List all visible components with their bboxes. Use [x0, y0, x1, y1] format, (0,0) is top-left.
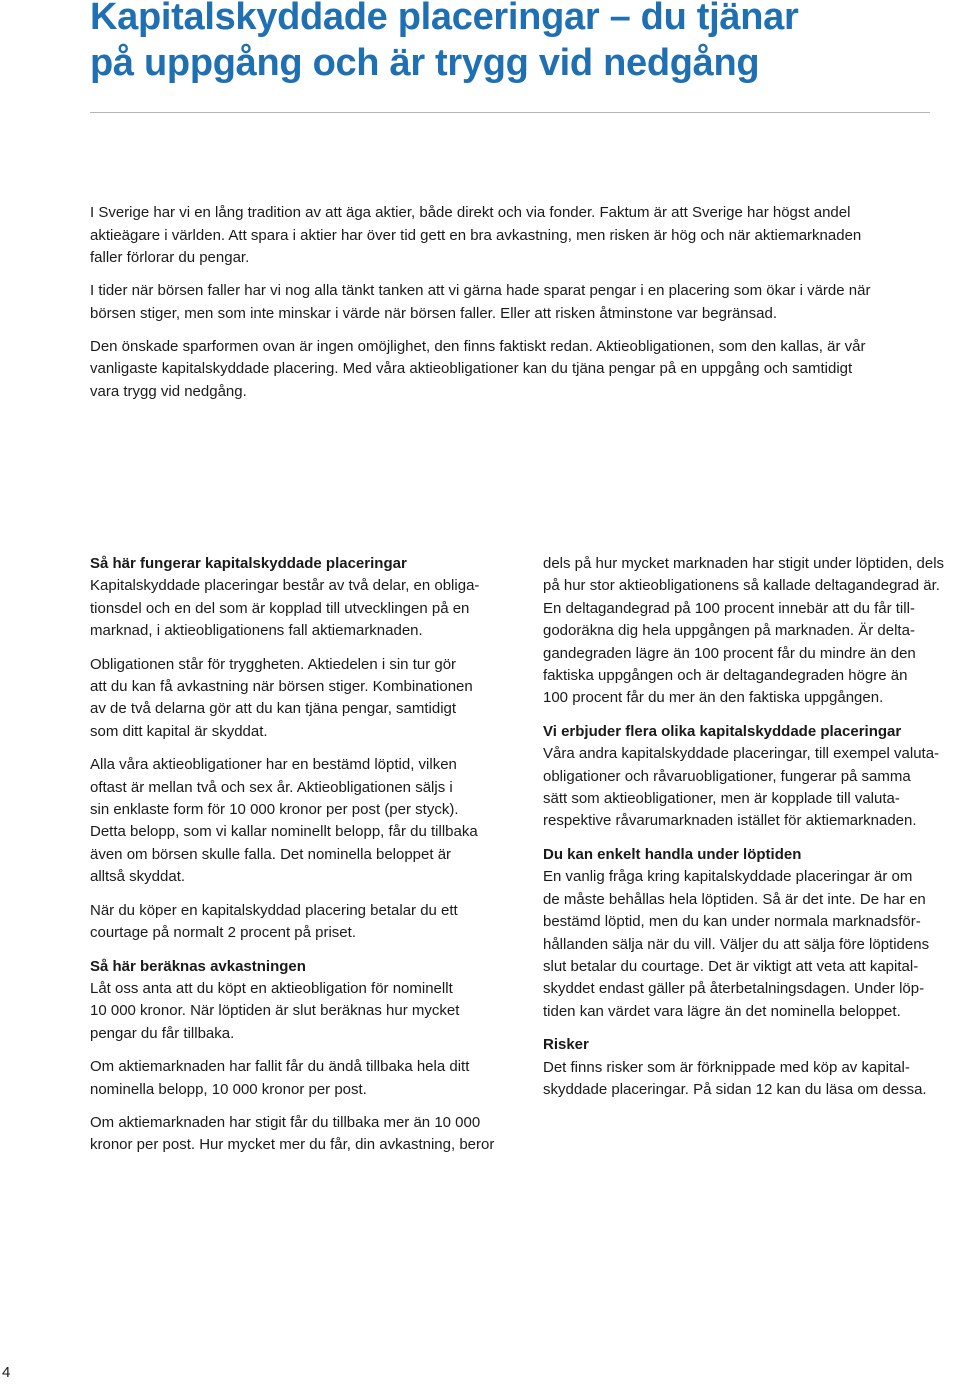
intro-paragraph	[90, 202, 940, 270]
text-line: Alla våra aktieobligationer har en bestämd löptid, vilken	[90, 756, 457, 774]
text-line: Kapitalskyddade placeringar består av två delar, en obliga-	[90, 577, 480, 595]
text-line: kronor per post. Hur mycket mer du får, din avkastning, beror	[90, 1136, 495, 1154]
body-paragraph	[543, 553, 958, 710]
body-paragraph	[543, 743, 958, 833]
body-paragraph	[543, 866, 958, 1023]
text-line: även om börsen skulle falla. Det nominella beloppet är	[90, 845, 452, 863]
text-line: som ditt kapital är skyddat.	[90, 722, 268, 740]
text-line: pengar du får tillbaka.	[90, 1024, 235, 1042]
text-line: aktieägare i världen. Att spara i aktier har över tid gett en bra avkastning, men risken är hög och när aktiemarknaden	[90, 226, 862, 244]
page-title	[90, 0, 930, 86]
title-line-2: på uppgång och är trygg vid nedgång	[90, 42, 760, 84]
text-line: dels på hur mycket marknaden har stigit under löptiden, dels	[543, 555, 945, 572]
text-line: Den önskade sparformen ovan är ingen omöjlighet, den finns faktiskt redan. Aktieobligationen, som den kallas, är vår	[90, 337, 866, 355]
text-line: nominella belopp, 10 000 kronor per post.	[90, 1080, 367, 1098]
text-line: alltså skyddat.	[90, 868, 186, 886]
text-line: Om aktiemarknaden har fallit får du ändå tillbaka hela ditt	[90, 1058, 470, 1076]
text-line: gandegraden lägre än 100 procent får du mindre än den	[543, 644, 916, 662]
body-paragraph	[543, 1057, 958, 1102]
text-line: börsen stiger, men som inte minskar i värde när börsen faller. Eller att risken åtminstone var begränsad.	[90, 304, 777, 322]
text-line: oftast är mellan två och sex år. Aktieobligationen säljs i	[90, 778, 453, 796]
text-line: att du kan få avkastning när börsen stiger. Kombinationen	[90, 678, 473, 696]
text-line: tionsdel och en del som är kopplad till utvecklingen på en	[90, 599, 470, 617]
text-line: respektive råvarumarknaden istället för aktiemarknaden.	[543, 812, 917, 830]
text-line: courtage på normalt 2 procent på priset.	[90, 924, 356, 942]
body-paragraph	[90, 1056, 520, 1101]
text-line: sin enklaste form för 10 000 kronor per post (per styck).	[90, 801, 459, 819]
intro-text	[90, 202, 940, 414]
text-line: Om aktiemarknaden har stigit får du tillbaka mer än 10 000	[90, 1113, 481, 1131]
text-line: Det finns risker som är förknippade med köp av kapital-	[543, 1058, 910, 1076]
text-line: skyddet endast gäller på återbetalningsdagen. Under löp-	[543, 980, 925, 998]
body-paragraph	[90, 1112, 520, 1157]
text-line: skyddade placeringar. På sidan 12 kan du läsa om dessa.	[543, 1080, 927, 1098]
text-line: En deltagandegrad på 100 procent innebär att du får till-	[543, 599, 915, 617]
body-paragraph	[90, 575, 520, 642]
text-line: vanligaste kapitalskyddade placering. Med våra aktieobligationer kan du tjäna pengar på en uppgång och samtidigt	[90, 360, 853, 377]
text-line: 100 procent får du mer än den faktiska uppgången.	[543, 689, 884, 707]
text-line: Detta belopp, som vi kallar nominellt belopp, får du tillbaka	[90, 823, 478, 841]
text-line: I Sverige har vi en lång tradition av att äga aktier, både direkt och via fonder. Faktum är att Sverige har högst andel	[90, 204, 851, 221]
text-line: på hur stor aktieobligationens så kallade deltagandegrad är.	[543, 577, 940, 595]
text-line: faktiska uppgången och är deltagandegraden högre än	[543, 667, 908, 685]
section-heading: Så här beräknas avkastningen	[90, 957, 306, 975]
section-heading: Risker	[543, 1036, 589, 1054]
body-paragraph	[90, 978, 520, 1045]
text-line: marknad, i aktieobligationens fall aktiemarknaden.	[90, 622, 423, 640]
section-heading: Så här fungerar kapitalskyddade placeringar	[90, 555, 407, 572]
text-line: I tider när börsen faller har vi nog alla tänkt tanken att vi gärna hade sparat pengar i en placering som ökar i värde när	[90, 282, 871, 299]
text-line: En vanlig fråga kring kapitalskyddade placeringar är om	[543, 868, 913, 886]
text-line: hållanden sälja när du vill. Väljer du att sälja före löptidens	[543, 935, 930, 953]
section-heading: Vi erbjuder flera olika kapitalskyddade placeringar	[543, 722, 902, 740]
text-line: av de två delarna gör att du kan tjäna pengar, samtidigt	[90, 700, 457, 718]
text-line: 10 000 kronor. När löptiden är slut beräknas hur mycket	[90, 1002, 460, 1020]
intro-paragraph	[90, 336, 940, 404]
left-column	[90, 553, 520, 1168]
text-line: slut betalar du courtage. Det är viktigt att veta att kapital-	[543, 957, 919, 975]
text-line: sätt som aktieobligationer, men är kopplade till valuta-	[543, 790, 900, 808]
title-divider	[90, 112, 930, 113]
body-paragraph	[90, 654, 520, 744]
text-line: Obligationen står för tryggheten. Aktiedelen i sin tur gör	[90, 655, 457, 673]
intro-paragraph	[90, 280, 940, 325]
text-line: tiden kan värdet vara lägre än det nominella beloppet.	[543, 1002, 901, 1020]
text-line: de måste behållas hela löptiden. Så är det inte. De har en	[543, 890, 926, 908]
body-paragraph	[90, 900, 520, 945]
text-line: När du köper en kapitalskyddad placering betalar du ett	[90, 901, 458, 919]
section-heading: Du kan enkelt handla under löptiden	[543, 845, 802, 863]
body-paragraph	[90, 754, 520, 888]
text-line: faller förlorar du pengar.	[90, 249, 250, 266]
text-line: vara trygg vid nedgång.	[90, 382, 247, 400]
text-line: Våra andra kapitalskyddade placeringar, till exempel valuta-	[543, 745, 940, 763]
text-line: bestämd löptid, men du kan under normala marknadsför-	[543, 913, 921, 931]
right-column	[543, 553, 958, 1112]
text-line: godoräkna dig hela uppgången på marknaden. Är delta-	[543, 622, 915, 640]
page-number: 4	[2, 1364, 11, 1381]
title-line-1: Kapitalskyddade placeringar – du tjänar	[90, 0, 799, 38]
text-line: obligationer och råvaruobligationer, fungerar på samma	[543, 767, 911, 785]
text-line: Låt oss anta att du köpt en aktieobligation för nominellt	[90, 979, 453, 997]
